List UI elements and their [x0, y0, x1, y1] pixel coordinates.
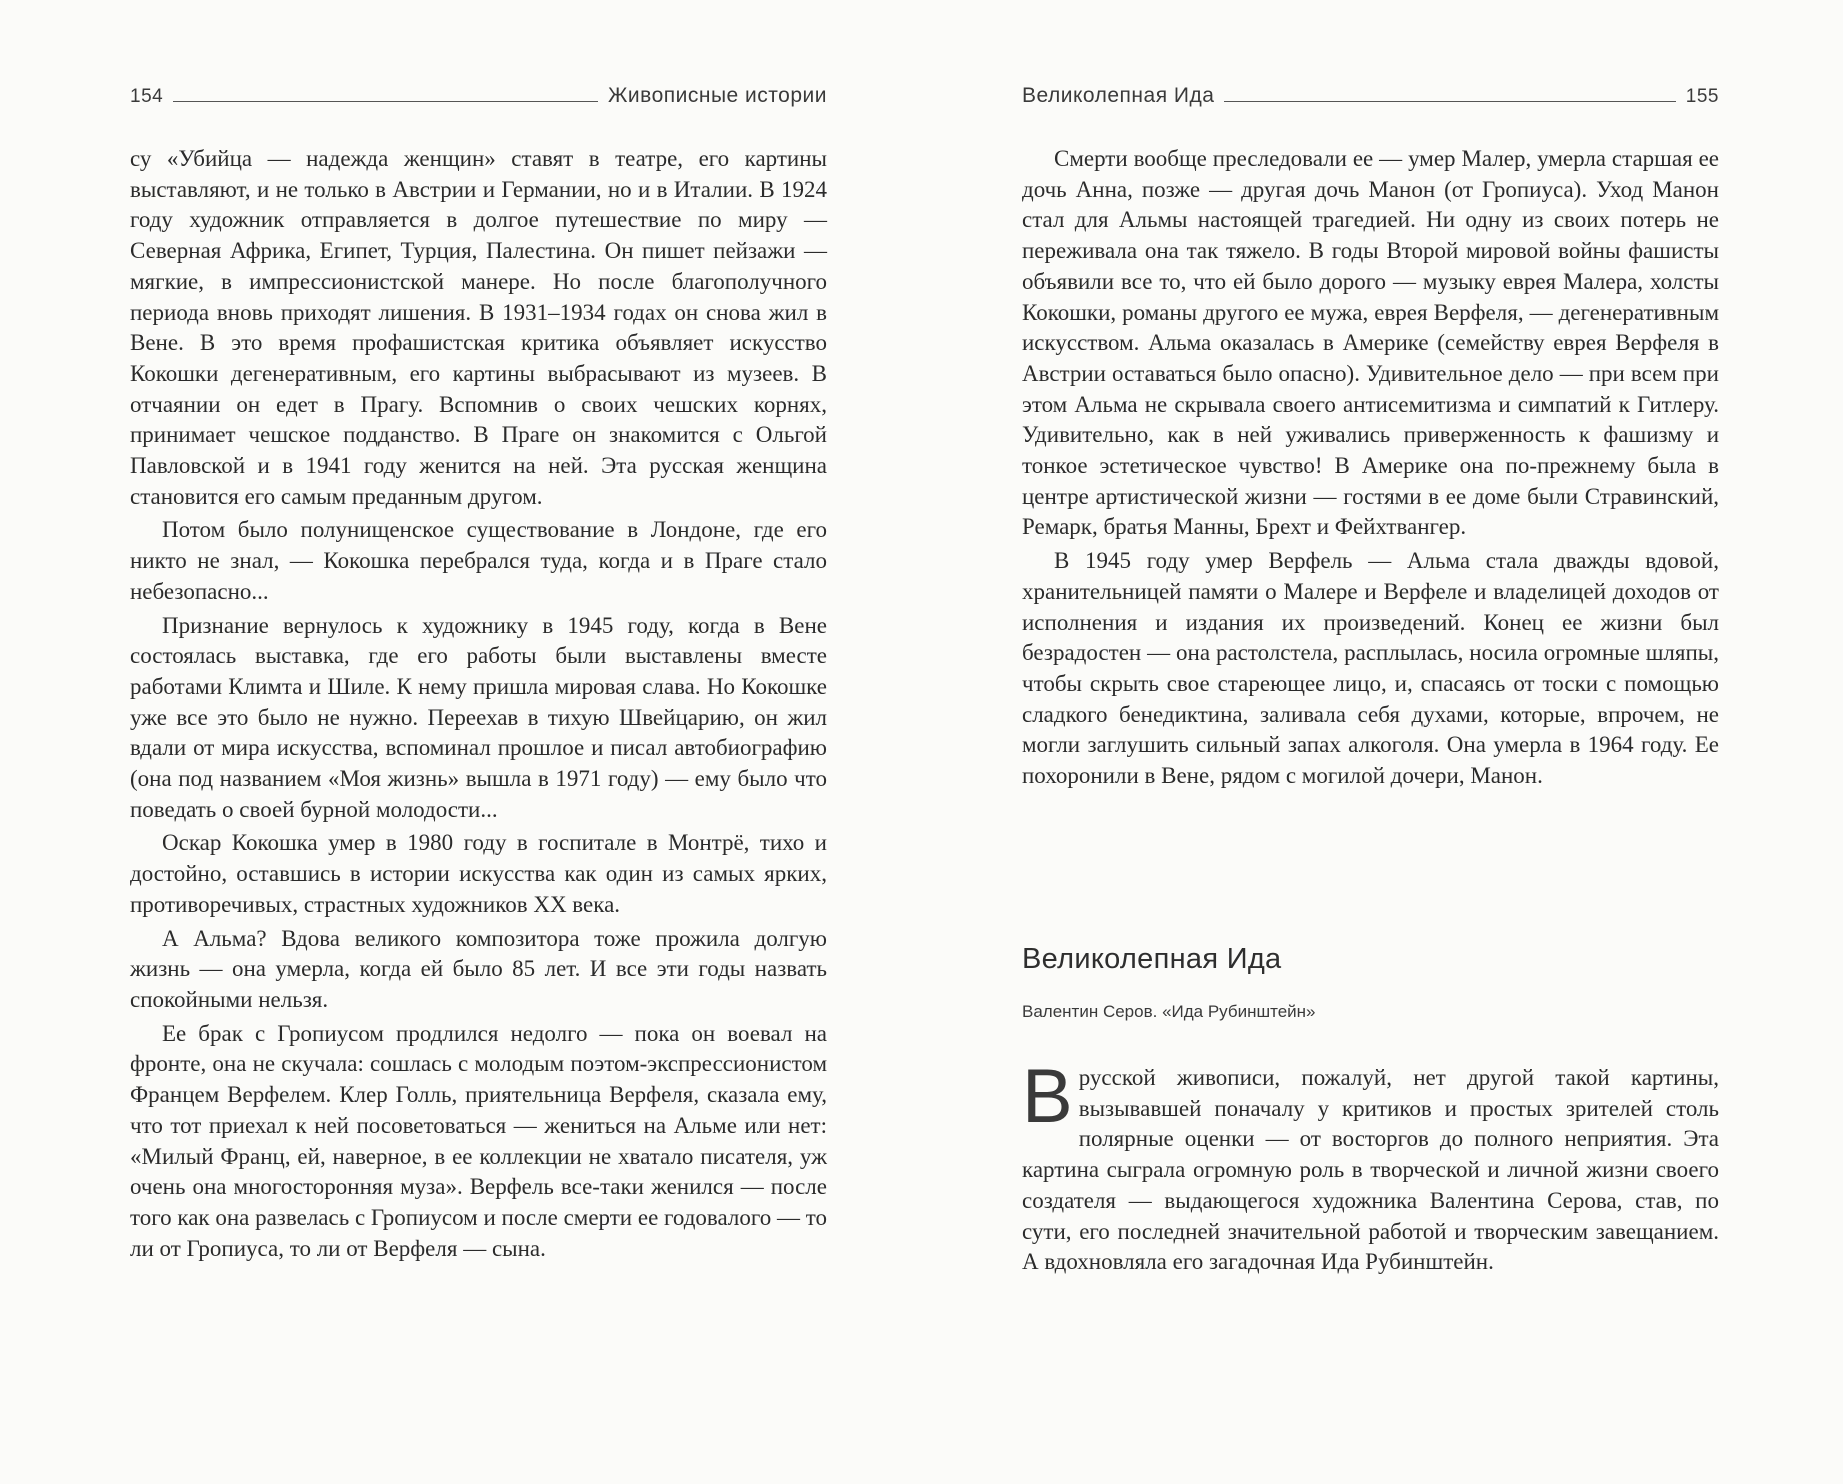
left-running-head	[130, 84, 827, 108]
left-page-number: 154	[130, 86, 164, 107]
intro-text: русской живописи, пожалуй, нет другой такой картины, вызывавшей поначалу у критиков и простых зрителей столь полярные оценки — от восторгов до полного неприятия. Эта картина сыграла огромную роль в творческой и личной жизни своего создателя — выдающегося художника Валентина Серова, став, по сути, его последней значительной работой и творческим завещанием. А вдохновляла его загадочная Ида Рубинштейн.	[1022, 1065, 1719, 1275]
paragraph: Оскар Кокошка умер в 1980 году в госпитале в Монтрё, тихо и достойно, оставшись в истории искусства как один из самых ярких, противоречивых, страстных художников XX века.	[130, 830, 827, 917]
paragraph: су «Убийца — надежда женщин» ставят в театре, его картины выставляют, и не только в Австрии и Германии, но и в Италии. В 1924 году художник отправляется в долгое путешествие по миру — Северная Африка, Египет, Турция, Палестина. Он пишет пейзажи — мягкие, в импрессионистской манере. Но после благополучного периода вновь приходят лишения. В 1931–1934 годах он снова жил в Вене. В это время профашистская критика объявляет искусство Кокошки дегенеративным, его картины выбрасывают из музеев. В отчаянии он едет в Прагу. Вспомнив о своих чешских корнях, принимает чешское подданство. В Праге он знакомится с Ольгой Павловской и в 1941 году женится на ней. Эта русская женщина становится его самым преданным другом.	[130, 146, 827, 509]
right-body-text	[1022, 144, 1719, 792]
section-intro	[1022, 1054, 1719, 1278]
paragraph: Ее брак с Гропиусом продлился недолго — пока он воевал на фронте, она не скучала: сошлась с молодым поэтом-экспрессионистом Францем Верфелем. Клер Голль, приятельница Верфеля, сказала ему, что тот приехал к ней посоветоваться — жениться на Альме или нет: «Милый Франц, ей, наверное, в ее коллекции не хватало писателя, уж очень она многосторонняя муза». Верфель все-таки женился — после того как она развелась с Гропиусом и после смерти ее годовалого — то ли от Гропиуса, то ли от Верфеля — сына.	[130, 1020, 827, 1261]
section-title: Великолепная Ида	[1022, 943, 1282, 975]
right-running-title: Великолепная Ида	[1022, 84, 1215, 107]
paragraph: Признание вернулось к художнику в 1945 году, когда в Вене состоялась выставка, где его работы были выставлены вместе работами Климта и Шиле. К нему пришла мировая слава. Но Кокошке уже все это было не нужно. Переехав в тихую Швейцарию, он жил вдали от мира искусства, вспоминал прошлое и писал автобиографию (она под названием «Моя жизнь» вышла в 1971 году) — ему было что поведать о своей бурной молодости...	[130, 612, 827, 822]
paragraph: Смерти вообще преследовали ее — умер Малер, умерла старшая ее дочь Анна, позже — другая дочь Манон (от Гропиуса). Уход Манон стал для Альмы настоящей трагедией. Ни одну из своих потерь не переживала она так тяжело. В годы Второй мировой войны фашисты объявили все то, что ей было дорого — музыку еврея Малера, холсты Кокошки, романы другого ее мужа, еврея Верфеля, — дегенеративным искусством. Альма оказалась в Америке (семейству еврея Верфеля в Австрии оставаться было опасно). Удивительное дело — при всем при этом Альма не скрывала своего антисемитизма и симпатий к Гитлеру. Удивительно, как в ней уживались приверженность к фашизму и тонкое эстетическое чувство! В Америке она по-прежнему была в центре артистической жизни — гостями в ее доме были Стравинский, Ремарк, братья Манны, Брехт и Фейхтвангер.	[1022, 146, 1719, 540]
section-subtitle: Валентин Серов. «Ида Рубинштейн»	[1022, 1002, 1316, 1021]
right-running-head	[1022, 84, 1719, 108]
right-page-number: 155	[1685, 86, 1719, 107]
paragraph: Потом было полунищенское существование в Лондоне, где его никто не знал, — Кокошка перебрался туда, когда и в Праге стало небезопасно...	[130, 517, 827, 604]
paragraph: В 1945 году умер Верфель — Альма стала дважды вдовой, хранительницей памяти о Малере и Верфеле и владелицей доходов от исполнения и издания их произведений. Конец ее жизни был безрадостен — она растолстела, расплылась, носила огромные шляпы, чтобы скрыть свое стареющее лицо, и, спасаясь от тоски с помощью сладкого бенедиктина, заливала себя духами, которые, впрочем, не могли заглушить сильный запах алкоголя. Она умерла в 1964 году. Ее похоронили в Вене, рядом с могилой дочери, Манон.	[1022, 548, 1719, 789]
left-running-title: Живописные истории	[608, 84, 827, 107]
paragraph: А Альма? Вдова великого композитора тоже прожила долгую жизнь — она умерла, когда ей было 85 лет. И все эти годы назвать спокойными нельзя.	[130, 925, 827, 1012]
intro-paragraph	[1022, 1054, 1719, 1278]
drop-cap: В	[1022, 1054, 1073, 1139]
header-rule	[173, 101, 598, 102]
left-body-text	[130, 144, 827, 1267]
header-rule	[1224, 101, 1675, 102]
